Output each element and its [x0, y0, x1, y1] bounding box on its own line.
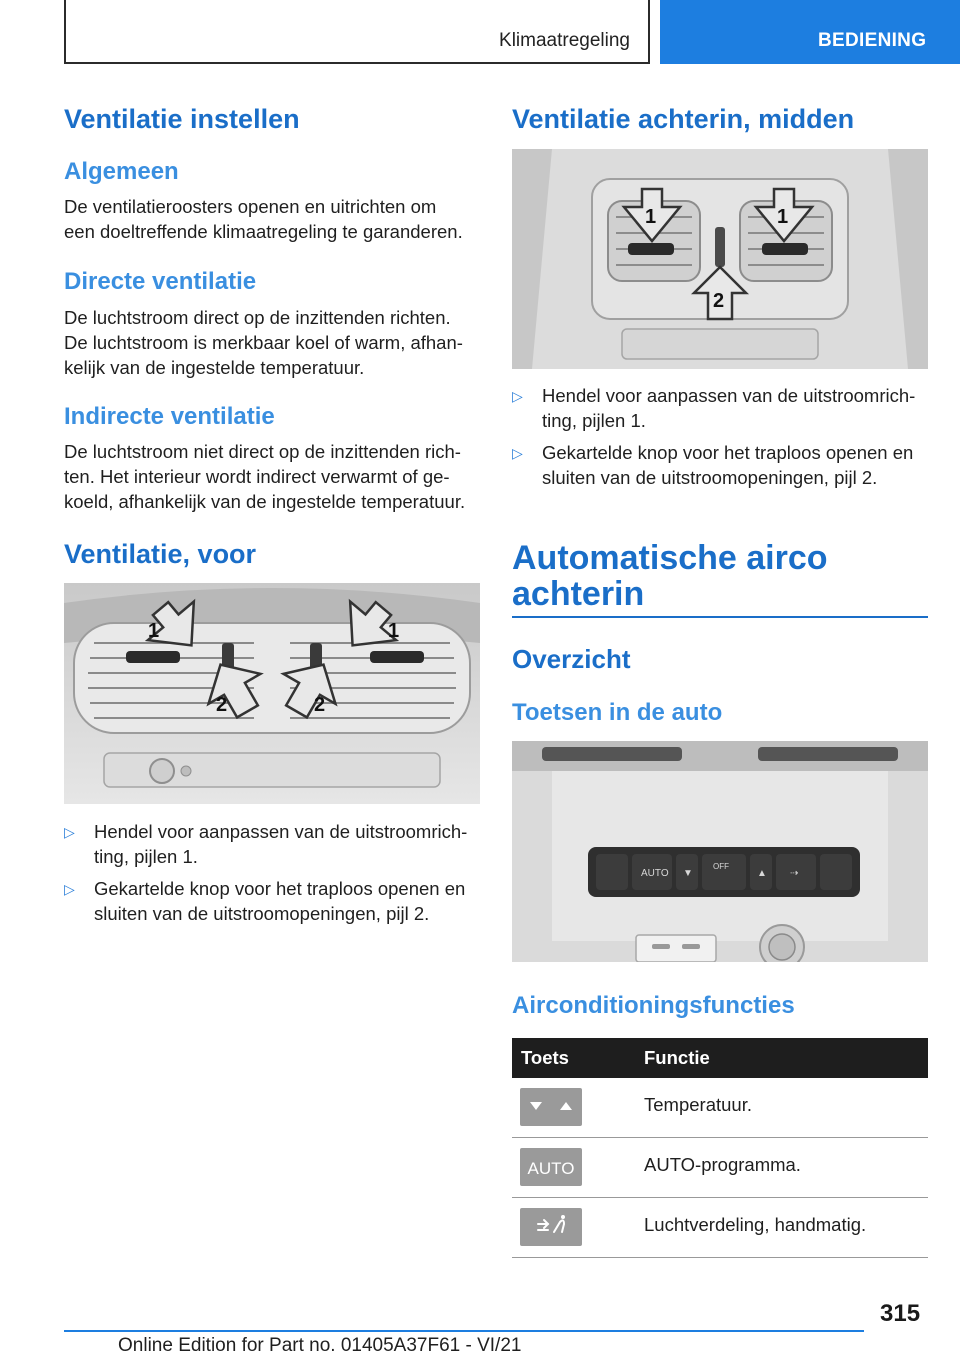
direct-text: De luchtstroom direct op de inzittenden richten. De luchtstroom is merkbaar koel of warm, afhan- kelijk van de ingestelde temperatuur. [64, 307, 463, 378]
page-number: 315 [880, 1300, 921, 1327]
front-bullet-1: ▷ Hendel voor aanpassen van de uitstroomrich- ting, pijlen 1. [64, 821, 468, 867]
rear-bullet-1: ▷ Hendel voor aanpassen van de uitstroomrich- ting, pijlen 1. [512, 385, 916, 431]
air-distribution-icon [520, 1208, 582, 1246]
svg-text:▲: ▲ [757, 868, 767, 879]
table-row [512, 1078, 928, 1138]
bullet-triangle-icon: ▷ [64, 824, 75, 840]
heading-general: Algemeen [64, 158, 179, 185]
title-ventilation-settings: Ventilatie instellen [64, 104, 300, 134]
svg-text:▼: ▼ [683, 868, 693, 879]
panel-auto-label: AUTO [641, 868, 669, 879]
function-air-distribution: Luchtverdeling, handmatig. [644, 1214, 867, 1235]
header-section-title: Klimaatregeling [499, 30, 630, 51]
auto-key-label: AUTO [527, 1159, 575, 1178]
heading-direct-ventilation: Directe ventilatie [64, 268, 257, 295]
front-arrow-label-2b: 2 [314, 694, 326, 716]
heading-buttons-in-car: Toetsen in de auto [512, 699, 723, 726]
header-section-box [64, 0, 650, 64]
table-header-function: Functie [644, 1047, 710, 1068]
front-vents-photo [64, 583, 480, 804]
table-header-key: Toets [521, 1047, 569, 1068]
indirect-text: De luchtstroom niet direct op de inzittenden rich- ten. Het interieur wordt indirect verwarmt of ge- koeld, afhankelijk van de ingestelde temperatuur. [64, 441, 466, 512]
panel-off-label: OFF [713, 862, 729, 871]
airco-functions-table [512, 1038, 928, 1258]
header-chapter-tab [660, 0, 960, 64]
table-row [512, 1138, 928, 1198]
heading-overview: Overzicht [512, 644, 631, 674]
bullet-triangle-icon: ▷ [64, 881, 75, 897]
rear-arrow-label-1b: 1 [777, 206, 789, 228]
temperature-arrows-icon [520, 1088, 582, 1126]
rear-bullet-2: ▷ Gekartelde knop voor het traploos openen en sluiten van de uitstroomopeningen, pijl 2. [512, 442, 914, 488]
front-arrow-label-2a: 2 [216, 694, 228, 716]
svg-text:⇢: ⇢ [790, 868, 799, 879]
function-temperature: Temperatuur. [644, 1094, 752, 1115]
front-bullet-2: ▷ Gekartelde knop voor het traploos openen en sluiten van de uitstroomopeningen, pijl 2. [64, 878, 466, 924]
general-text: De ventilatieroosters openen en uitrichten om een doeltreffende klimaatregeling te garanderen. [64, 196, 463, 242]
front-arrow-label-1b: 1 [388, 620, 400, 642]
table-header [512, 1038, 928, 1078]
rear-vents-photo [512, 149, 928, 369]
footer-rule [64, 1330, 864, 1332]
rear-arrow-label-1a: 1 [645, 206, 657, 228]
title-automatic-airco-rear: Automatische airco achterin [512, 539, 828, 613]
function-auto-program: AUTO-programma. [644, 1154, 801, 1175]
header-chapter-title: BEDIENING [818, 30, 927, 51]
heading-indirect-ventilation: Indirecte ventilatie [64, 403, 275, 430]
front-arrow-label-1a: 1 [148, 620, 160, 642]
rear-control-panel-photo [512, 741, 928, 962]
title-rear-middle-ventilation: Ventilatie achterin, midden [512, 104, 855, 134]
title-front-ventilation: Ventilatie, voor [64, 539, 257, 569]
heading-airco-functions: Airconditioningsfuncties [512, 992, 795, 1019]
title-underline [512, 616, 928, 618]
table-row [512, 1198, 928, 1258]
rear-arrow-label-2: 2 [713, 290, 725, 312]
footer-edition: Online Edition for Part no. 01405A37F61 - VI/21 [118, 1335, 522, 1356]
auto-key-icon [520, 1148, 582, 1186]
bullet-triangle-icon: ▷ [512, 445, 523, 461]
bullet-triangle-icon: ▷ [512, 388, 523, 404]
